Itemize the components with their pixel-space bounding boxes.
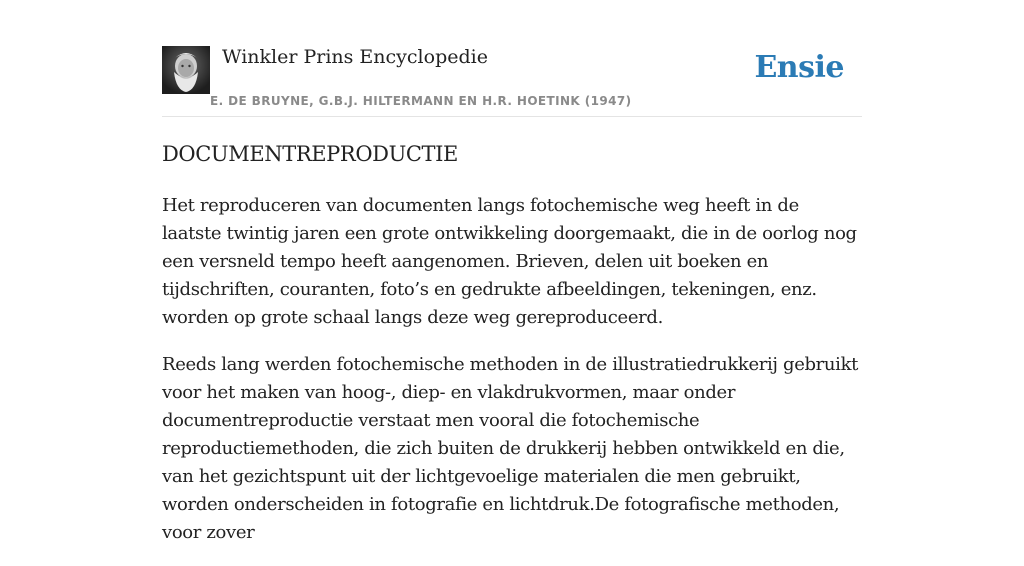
site-title[interactable]: Winkler Prins Encyclopedie: [222, 46, 488, 68]
ensie-logo[interactable]: Ensie: [754, 50, 844, 85]
bearded-man-portrait-icon: [162, 46, 210, 94]
article-title: DOCUMENTREPRODUCTIE: [162, 142, 458, 166]
author-avatar[interactable]: [162, 46, 210, 94]
page-header: [162, 46, 862, 117]
article-paragraph: Reeds lang werden fotochemische methoden in de illustratiedrukkerij gebruikt voor het maken van hoog-, diep- en vlakdrukvormen, maar onder documentreproductie verstaat men vooral die fotochemische reproductiemethoden, die zich buiten de drukkerij hebben ontwikkeld en die, van het gezichtspunt uit der lichtgevoelige materialen die men gebruikt, worden onderscheiden in fotografie en lichtdruk.De fotografische methoden, voor zover: [162, 354, 859, 543]
article-paragraph: Het reproduceren van documenten langs fotochemische weg heeft in de laatste twintig jaren een grote ontwikkeling doorgemaakt, die in de oorlog nog een versneld tempo heeft aangenomen. Brieven, delen uit boeken en tijdschriften, couranten, foto’s en gedrukte afbeeldingen, tekeningen, enz. worden op grote schaal langs deze weg gereproduceerd.: [162, 195, 857, 328]
article-body: [162, 192, 862, 566]
article-authors: E. DE BRUYNE, G.B.J. HILTERMANN EN H.R. HOETINK (1947): [210, 94, 632, 108]
